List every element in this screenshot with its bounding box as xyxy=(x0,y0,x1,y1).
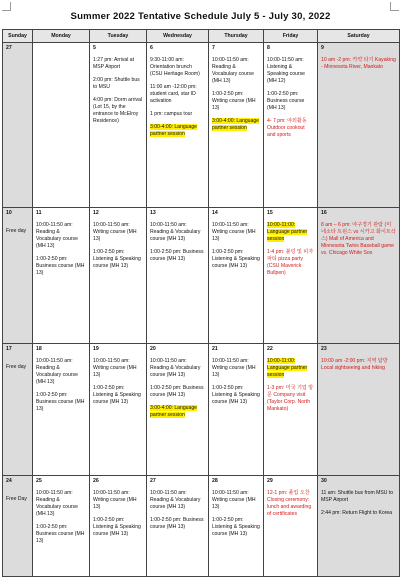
event-text: 10:00-11:50 am: Reading & Vocabulary course (MH 13) xyxy=(36,358,78,386)
day-cell xyxy=(147,476,209,577)
language-partner-event xyxy=(267,358,314,379)
day-number: 7 xyxy=(212,45,215,51)
schedule-event xyxy=(36,490,86,518)
weekday-header: Wednesday xyxy=(147,30,209,43)
day-cell xyxy=(264,43,318,208)
day-number: 20 xyxy=(150,346,156,352)
event-text: 10:00-11:50 am: Writing course (MH 13) xyxy=(212,358,256,379)
day-cell-content xyxy=(90,208,146,278)
calendar-week-row xyxy=(3,208,400,344)
event-text: 1 pm: campus tour xyxy=(150,111,193,118)
schedule-event xyxy=(212,57,260,85)
event-text: 1:00-2:50 pm: Listening & Speaking course (MH 13) xyxy=(212,517,260,538)
free-day-label: Free day xyxy=(6,228,27,234)
day-cell-content xyxy=(33,43,89,59)
event-text: 1:00-2:50 pm: Listening & Speaking course (MH 13) xyxy=(212,385,260,406)
event-text: 10:00-11:50 am: Reading & Vocabulary course (MH 13) xyxy=(150,490,201,511)
language-partner-event xyxy=(267,222,314,243)
day-cell xyxy=(318,43,400,208)
day-cell xyxy=(147,208,209,344)
day-cell-content xyxy=(147,43,208,146)
activity-event xyxy=(321,358,396,372)
schedule-event xyxy=(321,490,396,504)
event-text: 10:00-11:00: Language partner session xyxy=(267,358,308,379)
event-text: 1-3 pm: 미국 기업 방문 Company visit (Taylor Corp. North Mankato) xyxy=(267,385,314,413)
language-partner-event xyxy=(150,124,205,138)
schedule-event xyxy=(36,358,86,386)
schedule-event xyxy=(36,256,86,277)
event-text: 4:00 pm: Dorm arrival (Lot 15, by the entrance to McElroy Residence) xyxy=(93,97,142,125)
activity-event xyxy=(267,118,314,139)
day-number: 24 xyxy=(6,478,12,484)
calendar-week-row xyxy=(3,476,400,577)
day-cell-content xyxy=(209,344,263,414)
event-text: 8 am – 6 pm: 야구경기 관람 (미네소타 트윈스 vs 시카고 화이트삭스) Mall of America and Minnesota Twins Baseball game vs. Chicago White Sox xyxy=(321,222,396,257)
language-partner-event xyxy=(150,405,205,419)
page-corner-mark xyxy=(2,2,11,11)
day-number: 6 xyxy=(150,45,153,51)
free-day-label: Free day xyxy=(6,364,27,370)
day-number: 30 xyxy=(321,478,327,484)
schedule-event xyxy=(93,97,143,125)
event-text: 10:00-11:00: Language partner session xyxy=(267,222,308,243)
day-cell xyxy=(90,208,147,344)
day-number: 14 xyxy=(212,210,218,216)
schedule-event xyxy=(212,249,260,270)
day-cell-content xyxy=(264,476,317,526)
day-cell xyxy=(318,208,400,344)
event-text: 3:00-4:00: Language partner session xyxy=(150,124,198,138)
event-text: 1:00-2:50 pm: Business course (MH 13) xyxy=(150,517,204,531)
day-cell-content xyxy=(3,43,32,59)
event-text: 1:00-2:50 pm: Writing course (MH 13) xyxy=(212,91,256,112)
schedule-event xyxy=(150,358,205,379)
day-number: 9 xyxy=(321,45,324,51)
activity-event xyxy=(267,490,314,518)
weekday-header: Monday xyxy=(33,30,90,43)
day-cell-content xyxy=(318,208,399,265)
day-cell-content xyxy=(209,476,263,546)
event-text: 12-1 pm: 졸업 오찬 Closing ceremony: lunch and awarding of certificates xyxy=(267,490,312,518)
day-number: 26 xyxy=(93,478,99,484)
schedule-event xyxy=(36,222,86,250)
day-cell-content xyxy=(147,208,208,271)
event-text: 10:00 am -2:00 pm: 지역 탐방 Local sightseeing and hiking xyxy=(321,358,388,372)
day-cell-content xyxy=(318,43,399,79)
activity-event xyxy=(267,249,314,277)
event-text: 9:30-11:00 am: Orientation brunch (CSU Heritage Room) xyxy=(150,57,200,78)
event-text: 11 am: Shuttle bus from MSU to MSP Airport xyxy=(321,490,394,504)
schedule-event xyxy=(212,490,260,511)
day-cell-content xyxy=(264,43,317,147)
day-cell-content xyxy=(90,344,146,414)
day-number: 11 xyxy=(36,210,42,216)
day-cell-content xyxy=(147,476,208,539)
schedule-event xyxy=(150,517,205,531)
day-number: 23 xyxy=(321,346,327,352)
calendar-header-row xyxy=(3,30,400,43)
day-number: 28 xyxy=(212,478,218,484)
day-cell-content xyxy=(90,43,146,133)
event-text: 1:27 pm: Arrival at MSP Airport xyxy=(93,57,135,71)
day-cell-content xyxy=(209,43,263,140)
activity-event xyxy=(267,385,314,413)
event-text: 10 am -2 pm: 카약 타기 Kayaking - Minnesota River, Mankato xyxy=(321,57,396,71)
event-text: 10:00-11:50 am: Writing course (MH 13) xyxy=(93,222,137,243)
schedule-event xyxy=(267,57,314,85)
day-cell-content xyxy=(33,344,89,421)
day-number: 18 xyxy=(36,346,42,352)
schedule-event xyxy=(212,385,260,406)
day-cell xyxy=(33,344,90,476)
schedule-event xyxy=(150,84,205,105)
event-text: 3:00-4:00: Language partner session xyxy=(150,405,198,419)
weekday-header: Saturday xyxy=(318,30,400,43)
event-text: 11:00 am -12:00 pm: student card, star ID activation xyxy=(150,84,197,105)
day-cell xyxy=(318,476,400,577)
day-cell xyxy=(147,344,209,476)
page-corner-mark xyxy=(390,2,399,11)
event-text: 10:00-11:50 am: Listening & Speaking course (MH 12) xyxy=(267,57,305,85)
event-text: 10:00-11:50 am: Writing course (MH 13) xyxy=(93,358,137,379)
day-number: 12 xyxy=(93,210,99,216)
day-cell xyxy=(33,476,90,577)
day-cell xyxy=(209,344,264,476)
activity-event xyxy=(321,57,396,71)
event-text: 10:00-11:50 am: Writing course (MH 13) xyxy=(93,490,137,511)
day-cell xyxy=(90,344,147,476)
schedule-event xyxy=(150,222,205,243)
schedule-event xyxy=(93,249,143,270)
day-cell xyxy=(209,476,264,577)
weekday-header: Friday xyxy=(264,30,318,43)
day-number: 5 xyxy=(93,45,96,51)
event-text: 1:00-2:50 pm: Business course (MH 13) xyxy=(150,249,204,263)
schedule-event xyxy=(93,517,143,538)
day-cell-content xyxy=(209,208,263,278)
schedule-event xyxy=(267,91,314,112)
day-cell-content xyxy=(3,476,32,504)
day-number: 17 xyxy=(6,346,12,352)
day-number: 8 xyxy=(267,45,270,51)
day-number: 15 xyxy=(267,210,273,216)
event-text: 1:00-2:50 pm: Business course (MH 13) xyxy=(267,91,305,112)
calendar-table xyxy=(2,29,400,577)
day-cell xyxy=(90,43,147,208)
day-number: 10 xyxy=(6,210,12,216)
day-cell xyxy=(209,43,264,208)
schedule-event xyxy=(93,57,143,71)
weekday-header: Tuesday xyxy=(90,30,147,43)
schedule-event xyxy=(93,358,143,379)
day-cell-content xyxy=(318,344,399,380)
day-number: 29 xyxy=(267,478,273,484)
event-text: 1-4 pm: 볼링 및 피자파티 pizza party (CSU Maverick Bullpen) xyxy=(267,249,314,277)
event-text: 2:44 pm: Return Flight to Korea xyxy=(321,510,393,517)
event-text: 10:00-11:50 am: Reading & Vocabulary course (MH 13) xyxy=(150,222,201,243)
calendar-body xyxy=(3,43,400,577)
schedule-event xyxy=(36,524,86,545)
day-cell xyxy=(90,476,147,577)
day-number: 27 xyxy=(6,45,12,51)
event-text: 4- 7 pm: 야외활동 Outdoor cookout and sports xyxy=(267,118,307,139)
schedule-event xyxy=(36,392,86,413)
day-cell-content xyxy=(318,476,399,525)
schedule-event xyxy=(150,249,205,263)
schedule-event xyxy=(93,490,143,511)
day-cell xyxy=(3,208,33,344)
day-cell xyxy=(264,208,318,344)
event-text: 1:00-2:50 pm: Business course (MH 13) xyxy=(36,256,85,277)
day-cell-content xyxy=(90,476,146,546)
day-number: 16 xyxy=(321,210,327,216)
activity-event xyxy=(321,222,396,257)
day-cell-content xyxy=(3,344,32,372)
schedule-event xyxy=(93,385,143,406)
event-text: 3:00-4:00: Language partner session xyxy=(212,118,260,132)
event-text: 1:00-2:50 pm: Business course (MH 13) xyxy=(36,524,85,545)
day-cell-content xyxy=(264,208,317,285)
day-number: 13 xyxy=(150,210,156,216)
calendar-week-row xyxy=(3,43,400,208)
calendar-week-row xyxy=(3,344,400,476)
schedule-event xyxy=(212,517,260,538)
day-cell xyxy=(3,476,33,577)
day-cell xyxy=(3,344,33,476)
schedule-event xyxy=(93,222,143,243)
day-cell-content xyxy=(3,208,32,236)
event-text: 1:00-2:50 pm: Listening & Speaking course (MH 13) xyxy=(93,249,141,270)
weekday-header: Sunday xyxy=(3,30,33,43)
event-text: 1:00-2:50 pm: Listening & Speaking course (MH 13) xyxy=(212,249,260,270)
day-cell xyxy=(264,344,318,476)
event-text: 10:00-11:50 am: Reading & Vocabulary course (MH 13) xyxy=(150,358,201,379)
weekday-header: Thursday xyxy=(209,30,264,43)
event-text: 1:00-2:50 pm: Listening & Speaking course (MH 13) xyxy=(93,517,141,538)
day-cell-content xyxy=(264,344,317,421)
schedule-event xyxy=(150,385,205,399)
event-text: 10:00-11:50 am: Writing course (MH 13) xyxy=(212,222,256,243)
day-number: 19 xyxy=(93,346,99,352)
day-cell xyxy=(209,208,264,344)
day-number: 25 xyxy=(36,478,42,484)
day-cell xyxy=(33,43,90,208)
schedule-event xyxy=(93,77,143,91)
event-text: 1:00-2:50 pm: Business course (MH 13) xyxy=(150,385,204,399)
schedule-event xyxy=(212,358,260,379)
schedule-event xyxy=(321,510,396,517)
day-number xyxy=(36,45,86,52)
schedule-title: Summer 2022 Tentative Schedule July 5 - July 30, 2022 xyxy=(70,11,331,22)
event-text: 1:00-2:50 pm: Listening & Speaking course (MH 13) xyxy=(93,385,141,406)
free-day-label: Free Day xyxy=(6,496,27,502)
schedule-event xyxy=(212,91,260,112)
day-cell-content xyxy=(33,476,89,553)
day-cell xyxy=(264,476,318,577)
day-number: 27 xyxy=(150,478,156,484)
day-cell xyxy=(3,43,33,208)
day-cell xyxy=(318,344,400,476)
day-cell xyxy=(147,43,209,208)
day-cell-content xyxy=(33,208,89,285)
schedule-event xyxy=(150,57,205,78)
event-text: 1:00-2:50 pm: Business course (MH 13) xyxy=(36,392,85,413)
event-text: 10:00-11:50 am: Reading & Vocabulary course (MH 13) xyxy=(36,222,78,250)
day-number: 21 xyxy=(212,346,218,352)
schedule-event xyxy=(212,222,260,243)
day-cell-content xyxy=(147,344,208,427)
event-text: 2:00 pm: Shuttle bus to MSU xyxy=(93,77,140,91)
event-text: 10:00-11:50 am: Reading & Vocabulary course (MH 13) xyxy=(36,490,78,518)
event-text: 10:00-11:50 am: Reading & Vocabulary course (MH 13) xyxy=(212,57,254,85)
event-text: 10:00-11:50 am: Writing course (MH 13) xyxy=(212,490,256,511)
day-number: 22 xyxy=(267,346,273,352)
schedule-event xyxy=(150,111,205,118)
schedule-event xyxy=(150,490,205,511)
language-partner-event xyxy=(212,118,260,132)
day-cell xyxy=(33,208,90,344)
